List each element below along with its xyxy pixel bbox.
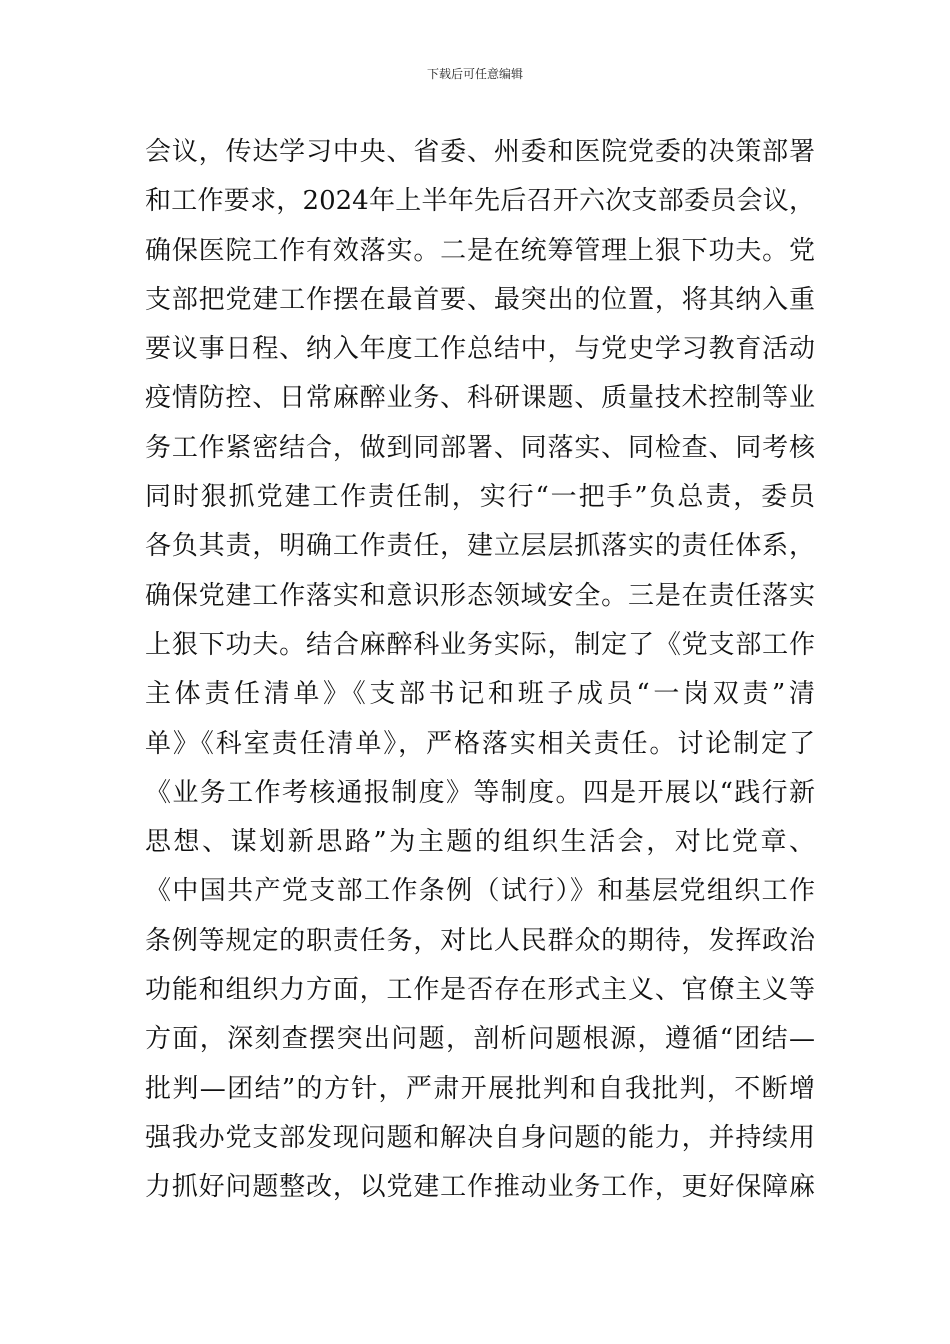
- text-line: 确保党建工作落实和意识形态领域安全。三是在责任落实: [145, 580, 815, 611]
- text-line: 同时狠抓党建工作责任制，实行“一把手”负总责，委员: [145, 482, 815, 513]
- text-line: 各负其责，明确工作责任，建立层层抓落实的责任体系，: [145, 531, 815, 562]
- text-line: 上狠下功夫。结合麻醉科业务实际，制定了《党支部工作: [145, 629, 815, 660]
- header-note: 下载后可任意编辑: [426, 67, 523, 81]
- text-line: 批判—团结”的方针，严肃开展批判和自我批判，不断增: [145, 1073, 815, 1104]
- text-line: 会议，传达学习中央、省委、州委和医院党委的决策部署: [145, 137, 815, 167]
- text-line: 方面，深刻查摆突出问题，剖析问题根源，遵循“团结—: [145, 1024, 815, 1055]
- text-line: 功能和组织力方面，工作是否存在形式主义、官僚主义等: [145, 975, 815, 1006]
- text-line: 务工作紧密结合，做到同部署、同落实、同检查、同考核: [145, 432, 815, 463]
- text-line: 疫情防控、日常麻醉业务、科研课题、质量技术控制等业: [145, 383, 815, 414]
- text-line: 思想、谋划新思路”为主题的组织生活会，对比党章、: [145, 827, 815, 858]
- text-line: 力抓好问题整改，以党建工作推动业务工作，更好保障麻: [145, 1172, 815, 1203]
- text-line: 《中国共产党支部工作条例（试行）》和基层党组织工作: [145, 876, 815, 907]
- text-line: 和工作要求，2024年上半年先后召开六次支部委员会议，: [145, 186, 815, 217]
- text-line: 主体责任清单》《支部书记和班子成员“一岗双责”清: [145, 679, 815, 710]
- text-line: 强我办党支部发现问题和解决自身问题的能力，并持续用: [145, 1122, 815, 1153]
- text-line: 《业务工作考核通报制度》等制度。四是开展以“践行新: [145, 777, 815, 808]
- text-line: 条例等规定的职责任务，对比人民群众的期待，发挥政治: [145, 925, 815, 956]
- text-line: 单》《科室责任清单》，严格落实相关责任。讨论制定了: [145, 728, 815, 759]
- document-body: [145, 128, 815, 1213]
- text-line: 要议事日程、纳入年度工作总结中，与党史学习教育活动: [145, 334, 815, 365]
- text-line: 支部把党建工作摆在最首要、最突出的位置，将其纳入重: [145, 284, 815, 315]
- text-line: 确保医院工作有效落实。二是在统筹管理上狠下功夫。党: [145, 235, 815, 266]
